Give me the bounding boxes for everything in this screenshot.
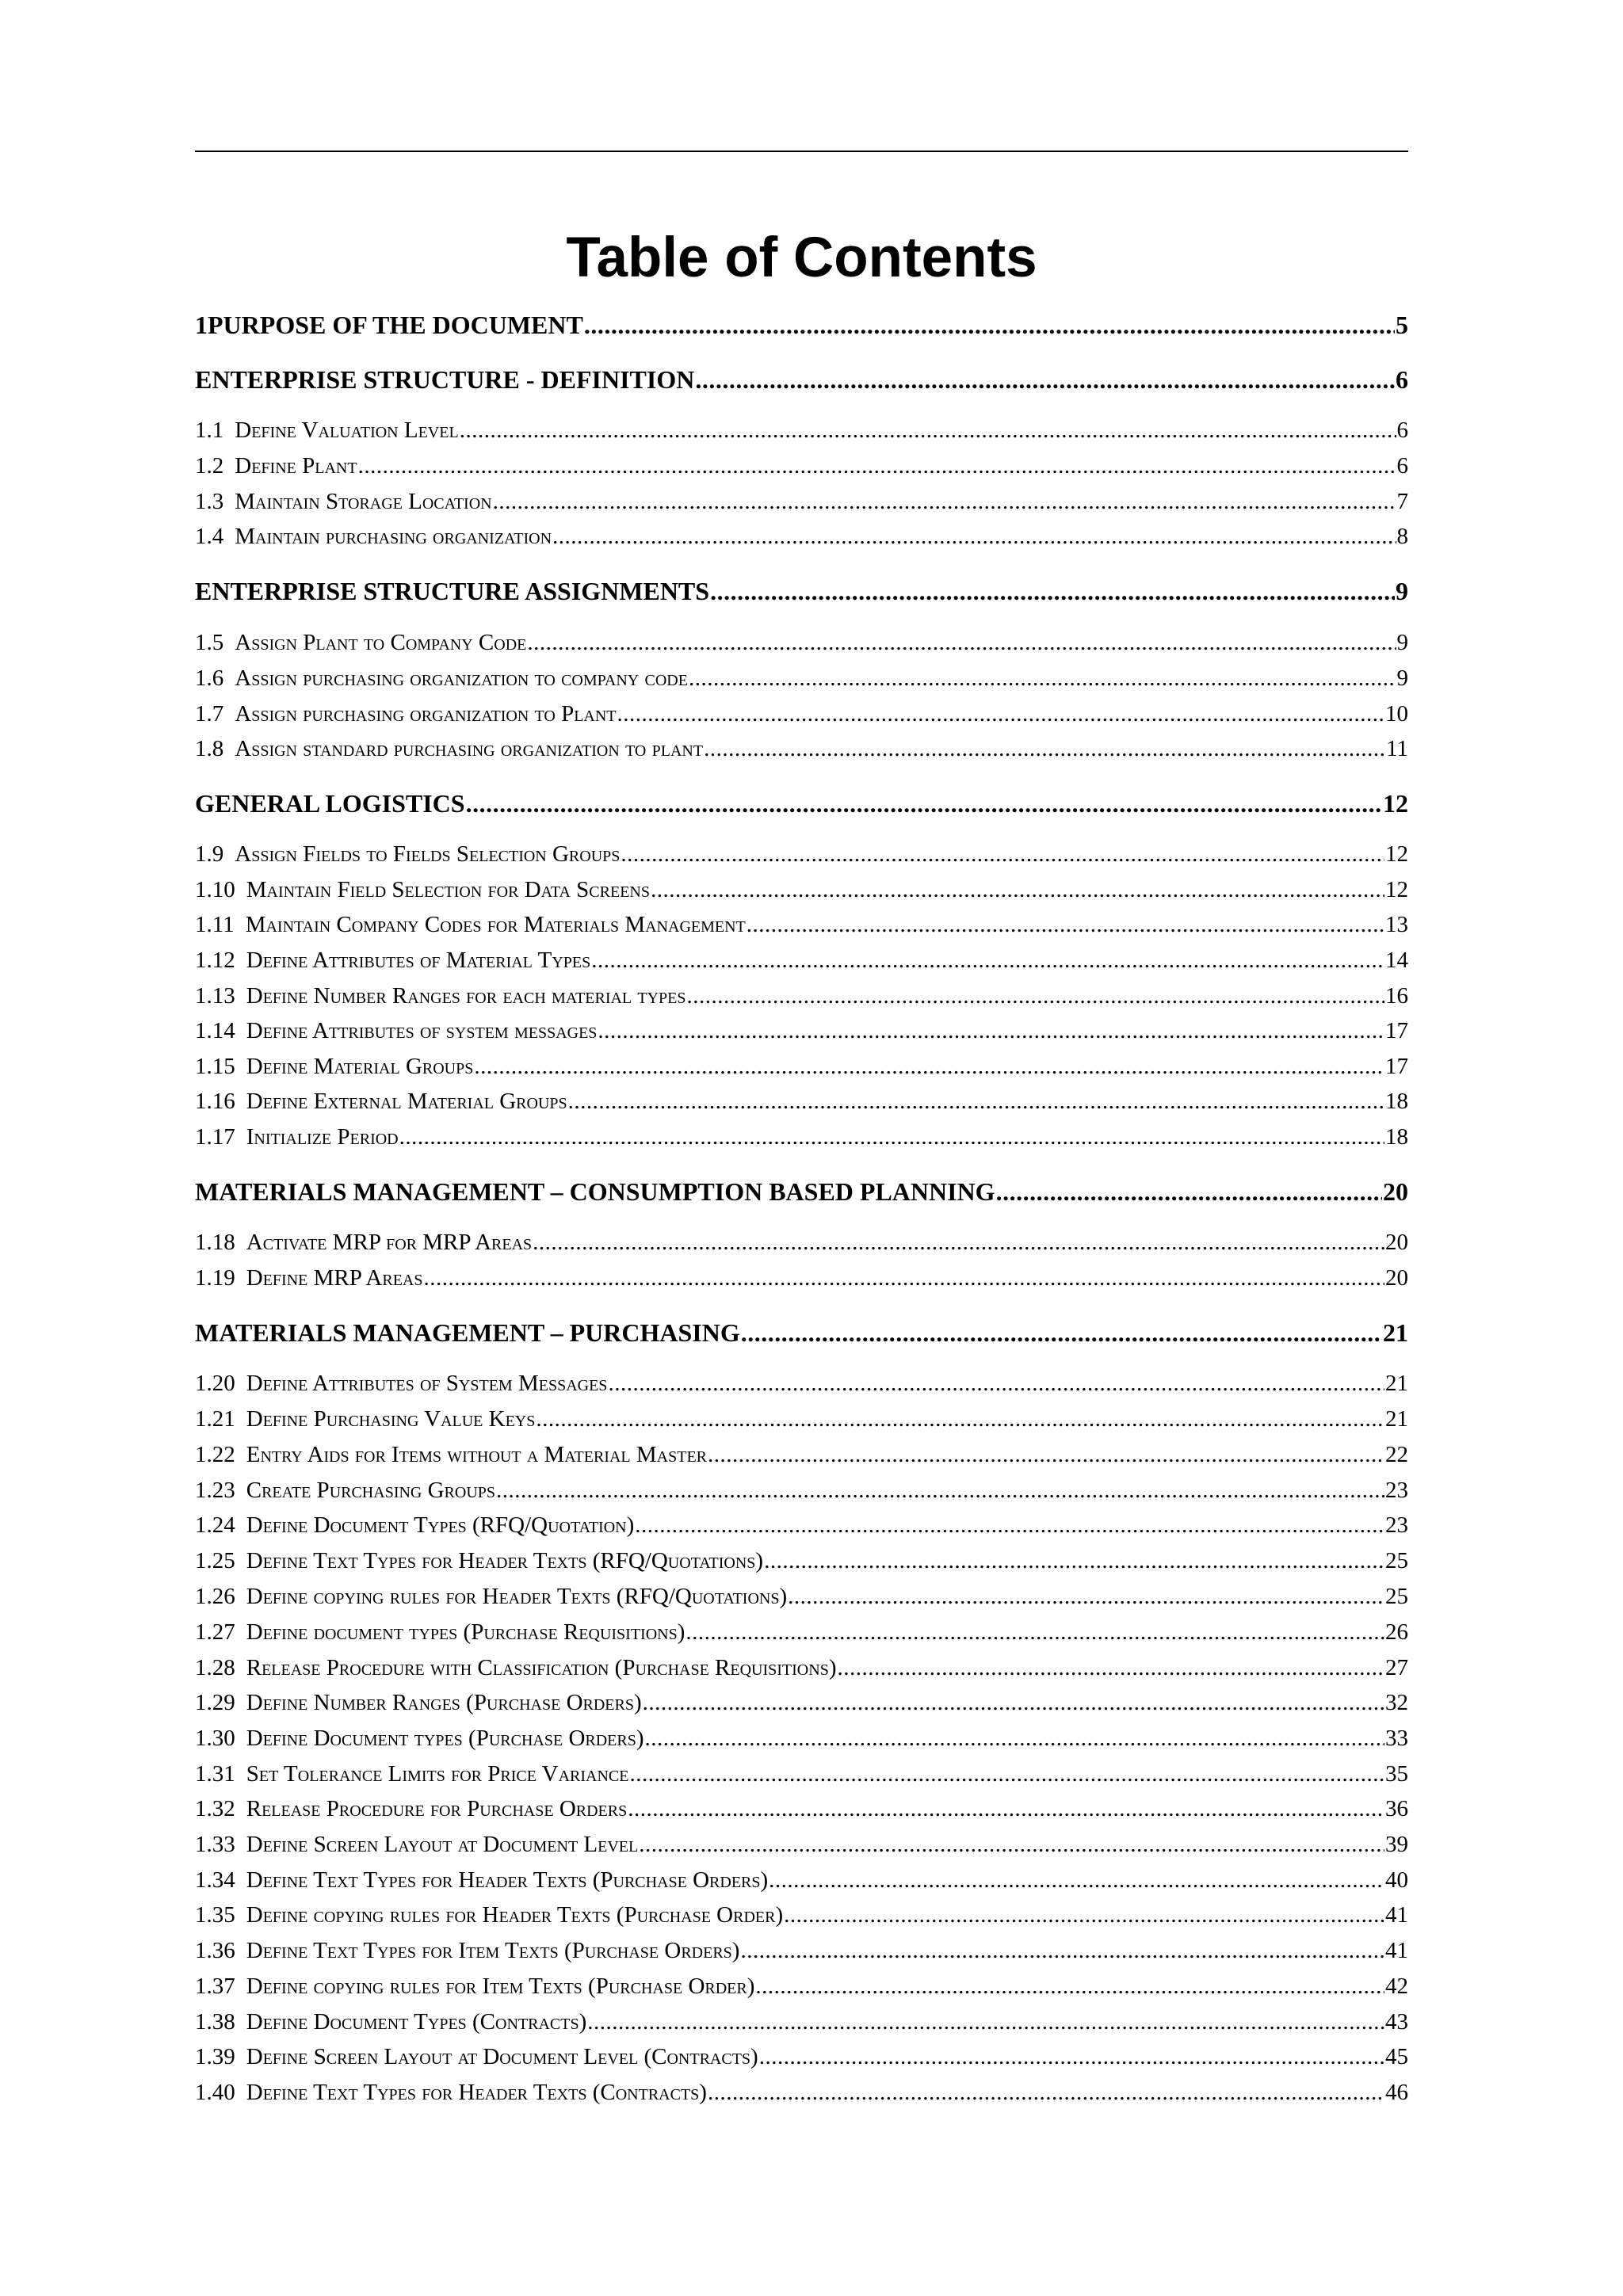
toc-entry-number: 1.5: [195, 630, 224, 655]
toc-entry[interactable]: [195, 1832, 1408, 1867]
toc-entry[interactable]: [195, 1796, 1408, 1832]
toc-entry-label: Define Text Types for Header Texts (RFQ/Quotations): [246, 1548, 764, 1573]
toc-heading-entry[interactable]: [195, 365, 1408, 402]
toc-entry-label: Release Procedure for Purchase Orders: [246, 1796, 628, 1821]
toc-entry-page-number: 6: [1396, 365, 1408, 394]
toc-entry-page-number: 12: [1383, 789, 1408, 818]
toc-heading-entry[interactable]: [195, 311, 1408, 347]
toc-dot-leader: [493, 489, 1396, 515]
toc-entry-label: Define Text Types for Header Texts (Contracts): [246, 2080, 707, 2105]
toc-dot-leader: [533, 1230, 1384, 1256]
toc-entry-number: 1.13: [195, 983, 235, 1009]
toc-entry-label: Define Document Types (Contracts): [246, 2009, 587, 2035]
toc-entry-page-number: 35: [1385, 1761, 1408, 1787]
toc-entry-number: 1.40: [195, 2080, 235, 2105]
toc-entry-page-number: 6: [1396, 418, 1408, 443]
toc-entry-label: Define Plant: [235, 453, 357, 479]
toc-entry-label: Define copying rules for Header Texts (RFQ/Quotations): [246, 1584, 788, 1609]
toc-entry-number: 1.39: [195, 2044, 235, 2069]
toc-dot-leader: [645, 1726, 1384, 1752]
toc-entry-page-number: 12: [1385, 877, 1408, 902]
toc-entry[interactable]: [195, 1584, 1408, 1619]
toc-entry[interactable]: [195, 666, 1408, 701]
toc-entry-number: 1.4: [195, 524, 224, 549]
toc-entry[interactable]: [195, 1902, 1408, 1938]
toc-entry[interactable]: [195, 1018, 1408, 1054]
toc-entry-page-number: 41: [1385, 1902, 1408, 1928]
toc-entry[interactable]: [195, 489, 1408, 524]
toc-dot-leader: [639, 1832, 1384, 1858]
toc-entry-number: 1.34: [195, 1867, 235, 1893]
toc-entry-label: Define Purchasing Value Keys: [246, 1406, 536, 1432]
toc-dot-leader: [584, 311, 1395, 340]
toc-entry-page-number: 8: [1396, 524, 1408, 549]
toc-entry[interactable]: [195, 1690, 1408, 1726]
toc-entry[interactable]: [195, 1726, 1408, 1761]
toc-entry-label: Define copying rules for Header Texts (Purchase Order): [246, 1902, 784, 1928]
toc-entry-number: 1.28: [195, 1655, 235, 1680]
toc-entry-page-number: 36: [1385, 1796, 1408, 1821]
toc-entry-number: 1.15: [195, 1054, 235, 1079]
toc-entry-label: ENTERPRISE STRUCTURE ASSIGNMENTS: [195, 577, 710, 605]
toc-entry-number: 1.36: [195, 1938, 235, 1963]
toc-entry[interactable]: [195, 983, 1408, 1019]
toc-entry-page-number: 9: [1396, 630, 1408, 655]
toc-entry[interactable]: [195, 2080, 1408, 2115]
toc-entry[interactable]: [195, 453, 1408, 489]
toc-dot-leader: [527, 630, 1396, 656]
toc-entry-label: Define Document Types (RFQ/Quotation): [246, 1512, 635, 1538]
toc-entry-label: ENTERPRISE STRUCTURE - DEFINITION: [195, 365, 695, 394]
toc-entry-number: 1.14: [195, 1018, 235, 1043]
toc-entry-number: 1.19: [195, 1265, 235, 1291]
toc-entry-label: Maintain Company Codes for Materials Management: [245, 912, 746, 937]
toc-entry[interactable]: [195, 877, 1408, 913]
toc-entry-number: 1.37: [195, 1974, 235, 1999]
toc-entry-number: 1.11: [195, 912, 235, 937]
toc-entry-label: Assign standard purchasing organization to plant: [235, 736, 704, 761]
toc-entry-label: Define Text Types for Item Texts (Purchase Orders): [246, 1938, 740, 1963]
toc-entry[interactable]: [195, 1406, 1408, 1442]
toc-dot-leader: [536, 1406, 1384, 1432]
toc-entry-label: Define MRP Areas: [246, 1265, 423, 1291]
toc-entry[interactable]: [195, 1124, 1408, 1160]
toc-heading-entry[interactable]: [195, 1177, 1408, 1214]
toc-entry-label: Define Attributes of Material Types: [246, 948, 591, 973]
toc-dot-leader: [358, 453, 1396, 479]
toc-entry-label: Entry Aids for Items without a Material Master: [246, 1442, 708, 1467]
toc-dot-leader: [704, 736, 1385, 762]
toc-entry-page-number: 9: [1396, 577, 1408, 605]
toc-entry[interactable]: [195, 736, 1408, 772]
toc-entry[interactable]: [195, 1265, 1408, 1301]
toc-entry-label: PURPOSE OF THE DOCUMENT: [208, 311, 583, 339]
toc-dot-leader: [399, 1124, 1384, 1150]
toc-entry-label: Define Text Types for Header Texts (Purchase Orders): [246, 1867, 769, 1893]
toc-entry[interactable]: [195, 1655, 1408, 1691]
toc-entry[interactable]: [195, 630, 1408, 666]
toc-entry-page-number: 41: [1385, 1938, 1408, 1963]
toc-dot-leader: [788, 1584, 1384, 1610]
toc-entry-label: Assign Plant to Company Code: [235, 630, 527, 655]
toc-entry-number: 1.6: [195, 666, 224, 691]
toc-entry-number: 1.10: [195, 877, 235, 902]
toc-entry-number: 1.9: [195, 841, 224, 867]
toc-dot-leader: [689, 666, 1396, 692]
toc-entry-number: 1.27: [195, 1619, 235, 1645]
toc-entry-label: Define Material Groups: [246, 1054, 474, 1079]
toc-entry-page-number: 39: [1385, 1832, 1408, 1857]
toc-entry-page-number: 20: [1385, 1265, 1408, 1291]
toc-entry-page-number: 21: [1385, 1406, 1408, 1432]
toc-entry-label: Maintain purchasing organization: [235, 524, 552, 549]
toc-entry[interactable]: [195, 1867, 1408, 1903]
toc-entry-number: 1.18: [195, 1230, 235, 1255]
toc-entry[interactable]: [195, 912, 1408, 948]
toc-entry-label: Set Tolerance Limits for Price Variance: [246, 1761, 629, 1787]
toc-entry-page-number: 40: [1385, 1867, 1408, 1893]
toc-entry[interactable]: [195, 1938, 1408, 1974]
toc-entry-number: 1.35: [195, 1902, 235, 1928]
toc-entry-label: Create Purchasing Groups: [246, 1478, 496, 1503]
toc-dot-leader: [755, 1974, 1384, 2000]
toc-dot-leader: [708, 2080, 1384, 2106]
toc-entry-page-number: 23: [1385, 1512, 1408, 1538]
toc-entry-number: 1.17: [195, 1124, 235, 1150]
toc-dot-leader: [552, 524, 1396, 550]
toc-dot-leader: [628, 1796, 1384, 1822]
toc-entry[interactable]: [195, 1054, 1408, 1089]
toc-entry-page-number: 20: [1383, 1177, 1408, 1206]
toc-entry-page-number: 17: [1385, 1054, 1408, 1079]
toc-heading-entry[interactable]: [195, 1318, 1408, 1355]
toc-entry-number: 1.31: [195, 1761, 235, 1787]
toc-entry-number: 1.7: [195, 701, 224, 727]
toc-entry-page-number: 33: [1385, 1726, 1408, 1751]
toc-entry[interactable]: [195, 1512, 1408, 1548]
toc-entry-label: GENERAL LOGISTICS: [195, 789, 465, 818]
toc-entry-page-number: 43: [1385, 2009, 1408, 2035]
toc-dot-leader: [617, 701, 1384, 727]
toc-entry-page-number: 12: [1385, 841, 1408, 867]
toc-entry-number: 1.26: [195, 1584, 235, 1609]
toc-entry-number: 1.16: [195, 1089, 235, 1114]
toc-entry-page-number: 25: [1385, 1548, 1408, 1573]
toc-entry[interactable]: [195, 1230, 1408, 1265]
toc-entry-number: 1.22: [195, 1442, 235, 1467]
toc-entry-number: 1.33: [195, 1832, 235, 1857]
toc-entry-number: 1.12: [195, 948, 235, 973]
header-rule: [195, 151, 1408, 152]
toc-entry-label: Activate MRP for MRP Areas: [246, 1230, 533, 1255]
toc-entry-page-number: 18: [1385, 1089, 1408, 1114]
toc-entry-page-number: 14: [1385, 948, 1408, 973]
toc-entry-page-number: 6: [1396, 453, 1408, 479]
toc-entry-page-number: 46: [1385, 2080, 1408, 2105]
toc-dot-leader: [460, 418, 1396, 444]
toc-entry-label: Define Attributes of System Messages: [246, 1371, 608, 1396]
toc-entry-label: Assign Fields to Fields Selection Groups: [235, 841, 621, 867]
toc-dot-leader: [710, 577, 1395, 606]
toc-dot-leader: [643, 1690, 1384, 1716]
toc-entry-page-number: 11: [1386, 736, 1408, 761]
toc-entry-page-number: 16: [1385, 983, 1408, 1009]
toc-entry-label: Maintain Field Selection for Data Screens: [246, 877, 650, 902]
toc-dot-leader: [687, 983, 1384, 1009]
toc-entry-page-number: 7: [1396, 489, 1408, 514]
toc-dot-leader: [587, 2009, 1384, 2035]
toc-entry[interactable]: [195, 1371, 1408, 1406]
toc-entry-label: MATERIALS MANAGEMENT – CONSUMPTION BASED PLANNING: [195, 1177, 995, 1206]
toc-dot-leader: [764, 1548, 1384, 1574]
toc-entry-number: 1.8: [195, 736, 224, 761]
toc-entry-page-number: 10: [1385, 701, 1408, 727]
toc-dot-leader: [629, 1761, 1384, 1787]
toc-entry-number: 1.23: [195, 1478, 235, 1503]
toc-entry-page-number: 25: [1385, 1584, 1408, 1609]
toc-entry-number: 1.38: [195, 2009, 235, 2035]
toc-dot-leader: [741, 1318, 1382, 1348]
toc-dot-leader: [685, 1619, 1384, 1646]
toc-entry-number: 1.3: [195, 489, 224, 514]
toc-entry-number: 1.2: [195, 453, 224, 479]
toc-dot-leader: [740, 1938, 1384, 1964]
toc-entry-page-number: 20: [1385, 1230, 1408, 1255]
toc-entry-label: MATERIALS MANAGEMENT – PURCHASING: [195, 1318, 740, 1347]
toc-dot-leader: [466, 789, 1382, 818]
toc-entry-number: 1.29: [195, 1690, 235, 1715]
toc-dot-leader: [474, 1054, 1384, 1080]
toc-entry-number: 1: [195, 311, 208, 339]
toc-entry[interactable]: [195, 2009, 1408, 2045]
toc-dot-leader: [424, 1265, 1385, 1291]
toc-entry[interactable]: [195, 948, 1408, 983]
toc-entry-page-number: 9: [1396, 666, 1408, 691]
toc-entry-page-number: 32: [1385, 1690, 1408, 1715]
toc-entry-label: Define document types (Purchase Requisitions): [246, 1619, 685, 1645]
toc-entry-label: Release Procedure with Classification (Purchase Requisitions): [246, 1655, 837, 1680]
toc-dot-leader: [837, 1655, 1384, 1681]
toc-entry[interactable]: [195, 524, 1408, 559]
toc-dot-leader: [996, 1177, 1382, 1207]
toc-dot-leader: [747, 912, 1384, 938]
toc-heading-entry[interactable]: [195, 577, 1408, 613]
toc-entry-page-number: 23: [1385, 1478, 1408, 1503]
toc-entry[interactable]: [195, 841, 1408, 877]
toc-entry-page-number: 45: [1385, 2044, 1408, 2069]
toc-dot-leader: [621, 841, 1384, 868]
toc-entry-page-number: 21: [1383, 1318, 1408, 1347]
toc-dot-leader: [598, 1018, 1384, 1044]
toc-entry-page-number: 21: [1385, 1371, 1408, 1396]
toc-dot-leader: [591, 948, 1384, 974]
toc-entry[interactable]: [195, 1089, 1408, 1124]
toc-entry[interactable]: [195, 418, 1408, 453]
page-title: Table of Contents: [566, 227, 1037, 289]
toc-entry-number: 1.32: [195, 1796, 235, 1821]
toc-entry-label: Define Screen Layout at Document Level (Contracts): [246, 2044, 758, 2069]
toc-entry[interactable]: [195, 1619, 1408, 1655]
toc-entry-label: Assign purchasing organization to Plant: [235, 701, 617, 727]
toc-entry-number: 1.21: [195, 1406, 235, 1432]
toc-entry-page-number: 5: [1396, 311, 1408, 339]
toc-dot-leader: [496, 1478, 1384, 1504]
toc-dot-leader: [708, 1442, 1384, 1468]
toc-dot-leader: [651, 877, 1384, 903]
toc-entry-page-number: 22: [1385, 1442, 1408, 1467]
toc-entry-label: Define Valuation Level: [235, 418, 459, 443]
toc-entry-label: Initialize Period: [246, 1124, 399, 1150]
toc-entry-page-number: 26: [1385, 1619, 1408, 1645]
toc-entry-label: Define Document types (Purchase Orders): [246, 1726, 644, 1751]
toc-entry-page-number: 42: [1385, 1974, 1408, 1999]
toc-entry[interactable]: [195, 1442, 1408, 1478]
toc-entry-page-number: 13: [1385, 912, 1408, 937]
toc-entry-label: Define Number Ranges for each material types: [246, 983, 686, 1009]
toc-heading-entry[interactable]: [195, 789, 1408, 826]
toc-entry[interactable]: [195, 701, 1408, 737]
toc-entry-page-number: 18: [1385, 1124, 1408, 1150]
toc-entry[interactable]: [195, 1761, 1408, 1797]
toc-entry-page-number: 27: [1385, 1655, 1408, 1680]
toc-entry[interactable]: [195, 1478, 1408, 1513]
toc-entry[interactable]: [195, 2044, 1408, 2080]
toc-entry-label: Define copying rules for Item Texts (Purchase Order): [246, 1974, 755, 1999]
toc-entry-label: Define External Material Groups: [246, 1089, 567, 1114]
toc-entry-number: 1.24: [195, 1512, 235, 1538]
toc-dot-leader: [759, 2044, 1384, 2070]
toc-entry-label: Define Number Ranges (Purchase Orders): [246, 1690, 642, 1715]
toc-dot-leader: [769, 1867, 1384, 1894]
toc-entry-label: Define Attributes of system messages: [246, 1018, 598, 1043]
toc-entry-number: 1.30: [195, 1726, 235, 1751]
toc-entry-page-number: 17: [1385, 1018, 1408, 1043]
toc-dot-leader: [635, 1512, 1384, 1539]
toc-entry[interactable]: [195, 1548, 1408, 1584]
toc-dot-leader: [608, 1371, 1384, 1397]
toc-entry-number: 1.25: [195, 1548, 235, 1573]
toc-dot-leader: [568, 1089, 1384, 1115]
toc-entry-number: 1.20: [195, 1371, 235, 1396]
toc-entry-number: 1.1: [195, 418, 224, 443]
toc-entry-label: Maintain Storage Location: [235, 489, 492, 514]
toc-entry-label: Assign purchasing organization to company code: [235, 666, 688, 691]
toc-entry[interactable]: [195, 1974, 1408, 2009]
toc-entry-label: Define Screen Layout at Document Level: [246, 1832, 639, 1857]
toc-dot-leader: [695, 365, 1395, 395]
toc-dot-leader: [784, 1902, 1384, 1928]
